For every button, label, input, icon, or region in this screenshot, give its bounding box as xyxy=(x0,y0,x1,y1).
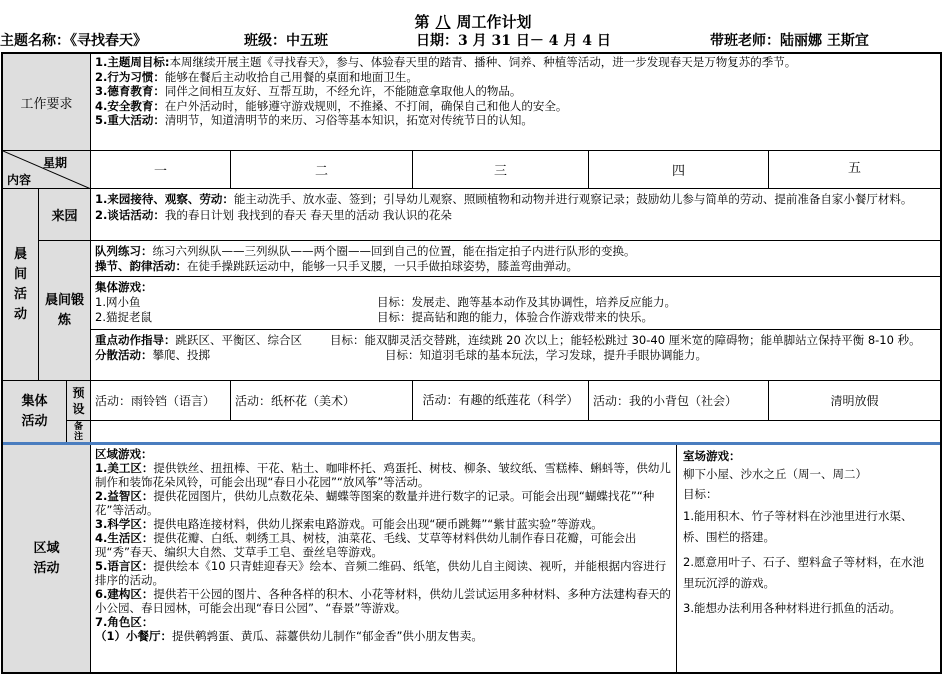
work-req-item: 4.安全教育：在户外活动时，能够遵守游戏规则，不推搡、不打闹，确保自己和他人的安全。 xyxy=(95,98,568,113)
plan-table xyxy=(1,52,942,674)
work-req-item: 1.主题周目标:本周继续开展主题《寻找春天》，参与、体验春天里的踏青、播种、饲养、种植等活动，进一步发现春天是万物复苏的季节。 xyxy=(95,55,797,69)
content-label: 内容 xyxy=(7,173,32,187)
date-range: 日期：3 月 31 日－ 4 月 4 日 xyxy=(416,33,611,49)
activity-fri: 清明放假 xyxy=(769,380,940,420)
work-req-item: 3.德育教育：同伴之间相互友好、互帮互助，不经允许，不能随意拿取他人的物品。 xyxy=(95,84,522,98)
work-req-item: 5.重大活动：清明节，知道清明节的来历、习俗等基本知识，拓宽对传统节日的认知。 xyxy=(95,113,533,127)
week-number: 八 xyxy=(435,13,451,31)
outdoor-goal: 1.能用积木、竹子等材料在沙池里进行水渠、桥、围栏的搭建。 xyxy=(683,509,913,544)
work-req-content xyxy=(91,54,940,150)
key-movements: 重点动作指导：跳跃区、平衡区、综合区 目标：能双脚灵活交替跳，连续跳 20 次以上；能轻松跳过 30-40 厘米宽的障碍物；能单脚站立保持平衡 8-10 秒。 分散活动：攀爬、投掷 目标：知道羽毛球的基本玩法，学习发球，提升手眼协调能力。 xyxy=(91,329,940,380)
work-req-label: 工作要求 xyxy=(3,54,91,150)
area-item: 7.角色区： xyxy=(95,615,154,629)
diagonal-header xyxy=(3,150,91,188)
outdoor-goal-label: 目标： xyxy=(683,487,718,501)
day-2: 二 xyxy=(231,150,413,188)
note-label: 备注 xyxy=(67,420,91,442)
game-row: 2.猫捉老鼠 目标：提高钻和跑的能力，体验合作游戏带来的快乐。 xyxy=(95,309,653,324)
area-item: 2.益智区：提供花园图片，供幼儿点数花朵、蝴蝶等图案的数量并进行数字的记录。可能会出现“蝴蝶找花”“种花”等活动。 xyxy=(95,489,655,517)
outdoor-games: 室场游戏： 柳下小屋、沙水之丘（周一、周二） 目标： 1.能用积木、竹子等材料在沙池里进行水渠、桥、围栏的搭建。 2.愿意用叶子、石子、塑料盒子等材料，在水池里玩沉浮的游戏。 3.能想办法利用各种材料进行抓鱼的活动。 xyxy=(677,445,940,672)
queue-rhythm: 队列练习：练习六列纵队——三列纵队——两个圈——回到自己的位置，能在指定拍子内进行队形的变换。 操节、韵律活动：在徒手操跳跃运动中，能够一只手叉腰，一只手做拍球姿势，膝盖弯曲弹动。 xyxy=(91,240,940,276)
outdoor-goal: 2.愿意用叶子、石子、塑料盒子等材料，在水池里玩沉浮的游戏。 xyxy=(683,555,924,590)
activity-thu: 活动：我的小背包（社会） xyxy=(589,380,769,420)
area-item: 1.美工区：提供铁丝、扭扭棒、干花、粘土、咖啡杯托、鸡蛋托、树枝、柳条、皱纹纸、雪糕棒、蝌蚪等，供幼儿制作和装饰花朵风铃，可能会出现“春日小花园”“放风筝”等活动。 xyxy=(95,461,671,489)
area-label: 区域活动 xyxy=(3,445,91,672)
area-games: 区域游戏： 1.美工区：提供铁丝、扭扭棒、干花、粘土、咖啡杯托、鸡蛋托、树枝、柳条、皱纹纸、雪糕棒、蝌蚪等，供幼儿制作和装饰花朵风铃，可能会出现“春日小花园”“放风筝”等活动。 2.益智区：提供花园图片，供幼儿点数花朵、蝴蝶等图案的数量并进行数字的记录。可能会出现“蝴蝶找花”“种花”等活动。 3.科学区：提供电路连接材料，供幼儿探索电路游戏。可能会出现“硬币跳舞”“紫甘蓝实验”等游戏。 4.生活区：提供花瓣、白纸、刺绣工具、树枝，油菜花、毛线、艾草等材料供幼儿制作春日花瓣，可能会出现“秀”春天、编织大自然、艾草手工皂、蚕丝皂等游戏。 5.语言区：提供绘本《10 只青蛙迎春天》绘本、音频二维码、纸笔，供幼儿自主阅读、视听，并能根据内容进行排序的活动。 6.建构区：提供若干公园的图片、各种各样的积木、小花等材料，供幼儿尝试运用多种材料、多种方法建构春天的小公园、春日园林，可能会出现“春日公园”、“春景”等游戏。 7.角色区： （1）小餐厅：提供鹌鹑蛋、黄瓜、蒜薹供幼儿制作“郁金香”供小朋友售卖。 xyxy=(91,445,677,672)
work-req-item: 2.行为习惯：能够在餐后主动收拾自己用餐的桌面和地面卫生。 xyxy=(95,69,418,84)
area-item: 6.建构区：提供若干公园的图片、各种各样的积木、小花等材料，供幼儿尝试运用多种材料、多种方法建构春天的小公园、春日园林，可能会出现“春日公园”、“春景”等游戏。 xyxy=(95,587,671,615)
page-title: 第 八 周工作计划 xyxy=(414,13,532,31)
activity-mon: 活动：雨铃铛（语言） xyxy=(91,380,231,420)
plan-label: 预设 xyxy=(67,380,91,420)
morning-label: 晨间活动 xyxy=(3,188,39,380)
activity-wed: 活动：有趣的纸莲花（科学） xyxy=(413,380,589,420)
area-item: 5.语言区：提供绘本《10 只青蛙迎春天》绘本、音频二维码、纸笔，供幼儿自主阅读、视听，并能根据内容进行排序的活动。 xyxy=(95,559,667,587)
group-activity-label: 集体活动 xyxy=(3,380,67,442)
outdoor-goal: 3.能想办法利用各种材料进行抓鱼的活动。 xyxy=(683,601,901,615)
outdoor-place: 柳下小屋、沙水之丘（周一、周二） xyxy=(683,467,867,481)
day-4: 四 xyxy=(589,150,769,188)
day-5: 五 xyxy=(769,150,940,188)
arrival-label: 来园 xyxy=(39,188,91,240)
arrival-content: 1.来园接待、观察、劳动：能主动洗手、放水壶、签到；引导幼儿观察、照顾植物和动物并进行观察记录；鼓励幼儿参与简单的劳动、提前准备自家小餐厅材料。 2.谈话活动：我的春日计划 我找到的春天 春天里的活动 我认识的花朵 xyxy=(91,188,940,240)
area-item: （1）小餐厅：提供鹌鹑蛋、黄瓜、蒜薹供幼儿制作“郁金香”供小朋友售卖。 xyxy=(95,629,483,643)
note-content xyxy=(91,420,940,442)
theme-name: 主题名称：《寻找春天》 xyxy=(0,33,147,49)
day-1: 一 xyxy=(91,150,231,188)
game-row: 1.网小鱼 目标：发展走、跑等基本动作及其协调性，培养反应能力。 xyxy=(95,294,676,309)
day-3: 三 xyxy=(413,150,589,188)
class-name: 班级：中五班 xyxy=(244,33,328,49)
group-games: 集体游戏： 1.网小鱼 目标：发展走、跑等基本动作及其协调性，培养反应能力。 2.猫捉老鼠 目标：提高钻和跑的能力，体验合作游戏带来的快乐。 xyxy=(91,276,940,329)
area-item: 3.科学区：提供电路连接材料，供幼儿探索电路游戏。可能会出现“硬币跳舞”“紫甘蓝实验”等游戏。 xyxy=(95,517,603,531)
activity-tue: 活动：纸杯花（美术） xyxy=(231,380,413,420)
week-label: 星期 xyxy=(43,156,68,170)
area-item: 4.生活区：提供花瓣、白纸、刺绣工具、树枝，油菜花、毛线、艾草等材料供幼儿制作春日花瓣，可能会出现“秀”春天、编织大自然、艾草手工皂、蚕丝皂等游戏。 xyxy=(95,531,637,559)
teachers: 带班老师：陆丽娜 王斯宜 xyxy=(710,33,869,49)
exercise-label: 晨间锻炼 xyxy=(39,240,91,380)
